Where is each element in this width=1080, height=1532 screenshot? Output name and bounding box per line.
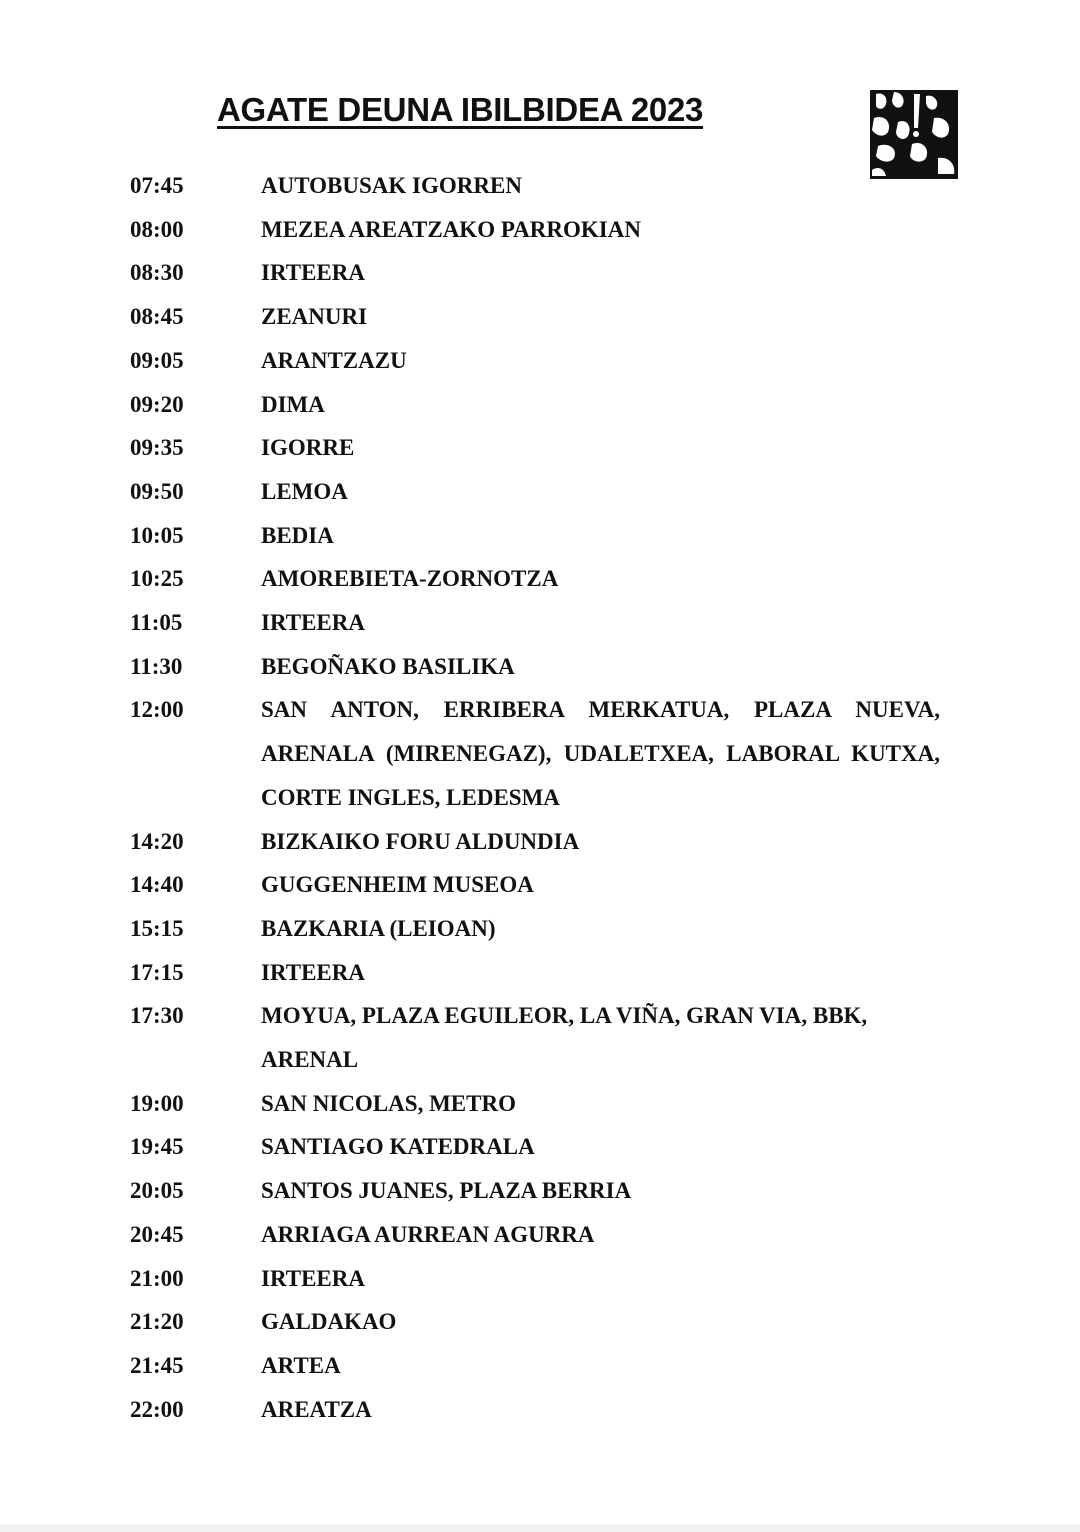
schedule-time: 17:30 [130, 1003, 184, 1029]
schedule-row [130, 1125, 950, 1169]
schedule-row [130, 1169, 950, 1213]
schedule-time: 11:05 [130, 610, 183, 636]
schedule-place: DIMA [261, 391, 325, 417]
schedule-time: 08:00 [130, 216, 184, 242]
schedule-row [130, 383, 950, 427]
schedule-time: 09:05 [130, 347, 184, 373]
schedule-time: 22:00 [130, 1396, 184, 1422]
schedule-time: 14:20 [130, 828, 184, 854]
schedule-row [130, 426, 950, 470]
schedule-place: SANTOS JUANES, PLAZA BERRIA [261, 1178, 632, 1204]
schedule-row [130, 514, 950, 558]
schedule-place: AREATZA [261, 1396, 372, 1422]
schedule-row [130, 1344, 950, 1388]
schedule-time: 17:15 [130, 959, 184, 985]
schedule-row [130, 295, 950, 339]
schedule-place: BEGOÑAKO BASILIKA [261, 653, 515, 679]
schedule-row [130, 470, 950, 514]
schedule-place: MOYUA, PLAZA EGUILEOR, LA VIÑA, GRAN VIA, BBK, ARENAL [261, 1003, 868, 1073]
schedule-row [130, 251, 950, 295]
schedule-place: AMOREBIETA-ZORNOTZA [261, 566, 559, 592]
schedule-time: 08:45 [130, 304, 184, 330]
page-bottom-edge [0, 1524, 1080, 1532]
schedule-row [130, 820, 950, 864]
schedule-list [130, 164, 950, 1431]
schedule-time: 11:30 [130, 653, 183, 679]
schedule-row [130, 339, 950, 383]
schedule-place: IRTEERA [261, 260, 365, 286]
schedule-place: MEZEA AREATZAKO PARROKIAN [261, 216, 641, 242]
schedule-time: 19:00 [130, 1090, 184, 1116]
schedule-place: SAN ANTON, ERRIBERA MERKATUA, PLAZA NUEVA, ARENALA (MIRENEGAZ), UDALETXEA, LABORAL KUTXA, CORTE INGLES, LEDESMA [261, 697, 940, 810]
schedule-place: IRTEERA [261, 959, 365, 985]
schedule-row [130, 1082, 950, 1126]
schedule-place: IRTEERA [261, 610, 365, 636]
schedule-time: 10:05 [130, 522, 184, 548]
schedule-place: IRTEERA [261, 1265, 365, 1291]
schedule-place: ARANTZAZU [261, 347, 407, 373]
schedule-time: 21:20 [130, 1309, 184, 1335]
schedule-time: 20:05 [130, 1178, 184, 1204]
schedule-place: ARTEA [261, 1352, 341, 1378]
schedule-time: 09:35 [130, 435, 184, 461]
schedule-time: 08:30 [130, 260, 184, 286]
schedule-place: ZEANURI [261, 304, 368, 330]
schedule-row [130, 557, 950, 601]
schedule-place: BEDIA [261, 522, 334, 548]
schedule-time: 20:45 [130, 1221, 184, 1247]
schedule-row [130, 208, 950, 252]
schedule-row [130, 1213, 950, 1257]
schedule-row [130, 863, 950, 907]
schedule-time: 12:00 [130, 697, 184, 723]
page-title: AGATE DEUNA IBILBIDEA 2023 [217, 91, 704, 128]
schedule-place: IGORRE [261, 435, 355, 461]
schedule-time: 15:15 [130, 915, 184, 941]
schedule-place: BAZKARIA (LEIOAN) [261, 915, 496, 941]
schedule-place: LEMOA [261, 478, 348, 504]
schedule-place: SANTIAGO KATEDRALA [261, 1134, 535, 1160]
schedule-row [130, 645, 950, 689]
schedule-place: GALDAKAO [261, 1309, 397, 1335]
schedule-place: ARRIAGA AURREAN AGURRA [261, 1221, 595, 1247]
schedule-place: SAN NICOLAS, METRO [261, 1090, 516, 1116]
schedule-row [130, 1300, 950, 1344]
schedule-time: 21:00 [130, 1265, 184, 1291]
schedule-row [130, 164, 950, 208]
schedule-row [130, 1388, 950, 1432]
schedule-time: 19:45 [130, 1134, 184, 1160]
schedule-time: 21:45 [130, 1352, 184, 1378]
schedule-row [130, 907, 950, 951]
schedule-row [130, 951, 950, 995]
schedule-row [130, 994, 950, 1081]
schedule-time: 09:50 [130, 478, 184, 504]
schedule-time: 07:45 [130, 173, 184, 198]
schedule-row [130, 601, 950, 645]
schedule-place: GUGGENHEIM MUSEOA [261, 872, 534, 898]
schedule-row [130, 688, 950, 819]
schedule-place: AUTOBUSAK IGORREN [261, 173, 522, 198]
schedule-time: 14:40 [130, 872, 184, 898]
schedule-time: 10:25 [130, 566, 184, 592]
schedule-place: BIZKAIKO FORU ALDUNDIA [261, 828, 580, 854]
schedule-row [130, 1257, 950, 1301]
schedule-time: 09:20 [130, 391, 184, 417]
